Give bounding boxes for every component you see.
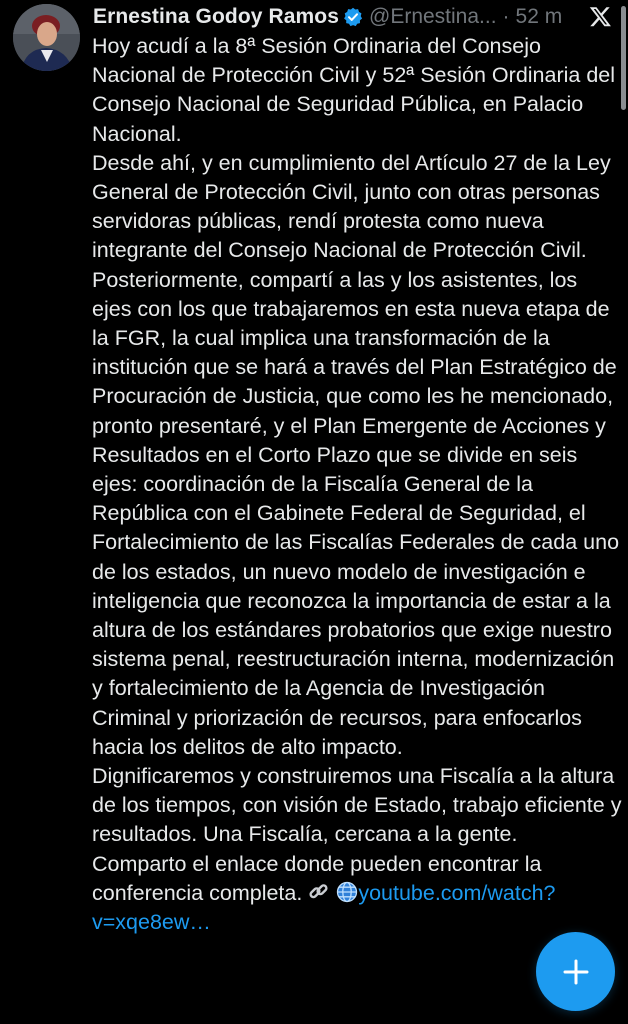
post-paragraph-closing xyxy=(92,850,622,938)
post-timestamp[interactable]: 52 m xyxy=(515,5,563,28)
link-icon xyxy=(308,881,330,903)
plus-icon xyxy=(561,957,591,987)
author-name[interactable]: Ernestina Godoy Ramos xyxy=(93,5,339,28)
globe-icon xyxy=(336,881,358,903)
author-avatar[interactable] xyxy=(13,4,80,71)
post-paragraph: Dignificaremos y construiremos una Fiscalía a la altura de los tiempos, con visión de Estado, trabajo eficiente y resultados. Una Fiscalía, cercana a la gente. xyxy=(92,764,622,847)
compose-button[interactable] xyxy=(536,932,615,1011)
x-logo-icon[interactable] xyxy=(589,5,612,28)
post-paragraph: Hoy acudí a la 8ª Sesión Ordinaria del Consejo Nacional de Protección Civil y 52ª Sesión Ordinaria del Consejo Nacional de Seguridad Pública, en Palacio Nacional. xyxy=(92,34,616,146)
meta-separator: · xyxy=(502,5,510,28)
author-handle[interactable]: @Ernestina... xyxy=(369,5,497,28)
post-link[interactable]: youtube.com/watch?v=xqe8ew… xyxy=(92,880,556,935)
post-header xyxy=(93,2,562,32)
post-paragraph: Posteriormente, compartí a las y los asistentes, los ejes con los que trabajaremos en esta nueva etapa de la FGR, la cual implica una transformación de la institución que se hará a través del Plan Estratégico de Procuración de Justicia, que como les he mencionado, pronto presentaré, y el Plan Emergente de Acciones y Resultados en el Corto Plazo que se divide en seis ejes: coordinación de la Fiscalía General de la República con el Gabinete Federal de Seguridad, el Fortalecimiento de las Fiscalías Federales de cada uno de los estados, un nuevo modelo de investigación e inteligencia que reconozca la importancia de estar a la altura de los estándares probatorios que exige nuestro sistema penal, reestructuración interna, modernización y fortalecimiento de la Agencia de Investigación Criminal y priorización de recursos, para enfocarlos hacia los delitos de alto impacto. xyxy=(92,267,620,759)
closing-text: Comparto el enlace donde pueden encontrar la conferencia completa. xyxy=(92,851,542,905)
post-paragraph: Desde ahí, y en cumplimiento del Artículo 27 de la Ley General de Protección Civil, junto con otras personas servidoras públicas, rendí protesta como nueva integrante del Consejo Nacional de Protección Civil. xyxy=(92,150,611,263)
verified-badge-icon xyxy=(343,7,363,27)
post-text xyxy=(92,32,622,937)
